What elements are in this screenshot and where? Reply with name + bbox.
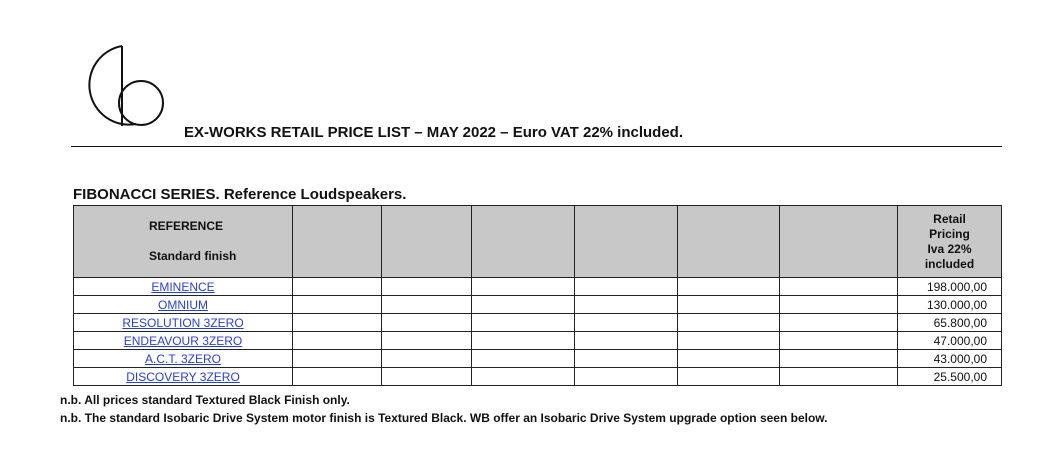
price-list-title: EX-WORKS RETAIL PRICE LIST – MAY 2022 – Euro VAT 22% included. [184, 124, 683, 141]
table-row [74, 278, 1002, 296]
price-column-header: Retail Pricing Iva 22% included [898, 206, 1002, 278]
empty-header-cell [472, 206, 575, 278]
table-row [74, 350, 1002, 368]
empty-cell [780, 314, 898, 332]
empty-cell [678, 368, 780, 386]
reference-cell [74, 278, 293, 296]
reference-cell [74, 314, 293, 332]
price-cell: 43.000,00 [898, 350, 1002, 368]
empty-cell [382, 314, 472, 332]
product-link[interactable]: ENDEAVOUR 3ZERO [123, 333, 243, 348]
section-title: FIBONACCI SERIES. Reference Loudspeakers. [73, 186, 407, 203]
reference-cell [74, 350, 293, 368]
reference-cell [74, 368, 293, 386]
table-row [74, 296, 1002, 314]
empty-cell [678, 296, 780, 314]
note-finish: n.b. All prices standard Textured Black Finish only. [60, 393, 350, 407]
table-row [74, 314, 1002, 332]
empty-cell [678, 314, 780, 332]
empty-cell [678, 350, 780, 368]
empty-cell [678, 278, 780, 296]
empty-cell [575, 296, 678, 314]
price-cell: 130.000,00 [898, 296, 1002, 314]
empty-header-cell [293, 206, 382, 278]
empty-cell [382, 278, 472, 296]
note-isobaric: n.b. The standard Isobaric Drive System motor finish is Textured Black. WB offer an Isobaric Drive System upgrade option seen below. [60, 411, 828, 425]
price-cell: 47.000,00 [898, 332, 1002, 350]
product-link[interactable]: OMNIUM [158, 297, 208, 312]
empty-cell [472, 332, 575, 350]
empty-cell [472, 314, 575, 332]
product-link[interactable]: RESOLUTION 3ZERO [122, 315, 244, 330]
reference-header-label: REFERENCE [149, 219, 224, 233]
empty-cell [293, 314, 382, 332]
brand-logo-icon [78, 40, 176, 128]
empty-cell [575, 350, 678, 368]
price-cell: 65.800,00 [898, 314, 1002, 332]
product-link[interactable]: EMINENCE [151, 279, 215, 294]
empty-cell [472, 350, 575, 368]
empty-cell [293, 296, 382, 314]
empty-header-cell [382, 206, 472, 278]
empty-cell [780, 350, 898, 368]
empty-cell [575, 278, 678, 296]
product-link[interactable]: DISCOVERY 3ZERO [126, 369, 240, 384]
empty-cell [472, 278, 575, 296]
empty-cell [780, 332, 898, 350]
product-link[interactable]: A.C.T. 3ZERO [144, 351, 221, 366]
reference-column-header [74, 206, 293, 278]
reference-cell [74, 332, 293, 350]
empty-cell [382, 368, 472, 386]
empty-cell [575, 368, 678, 386]
table-row [74, 368, 1002, 386]
empty-cell [678, 332, 780, 350]
empty-cell [382, 350, 472, 368]
price-table [73, 205, 1002, 386]
empty-cell [382, 296, 472, 314]
empty-cell [293, 278, 382, 296]
price-cell: 25.500,00 [898, 368, 1002, 386]
table-header-row [74, 206, 1002, 278]
empty-cell [293, 350, 382, 368]
empty-cell [472, 296, 575, 314]
empty-cell [780, 296, 898, 314]
empty-cell [472, 368, 575, 386]
reference-cell [74, 296, 293, 314]
empty-header-cell [678, 206, 780, 278]
empty-header-cell [780, 206, 898, 278]
header-divider [71, 146, 1002, 147]
table-row [74, 332, 1002, 350]
empty-cell [575, 314, 678, 332]
empty-header-cell [575, 206, 678, 278]
empty-cell [780, 368, 898, 386]
empty-cell [575, 332, 678, 350]
empty-cell [780, 278, 898, 296]
empty-cell [293, 368, 382, 386]
finish-header-label: Standard finish [149, 249, 237, 263]
price-cell: 198.000,00 [898, 278, 1002, 296]
empty-cell [293, 332, 382, 350]
empty-cell [382, 332, 472, 350]
